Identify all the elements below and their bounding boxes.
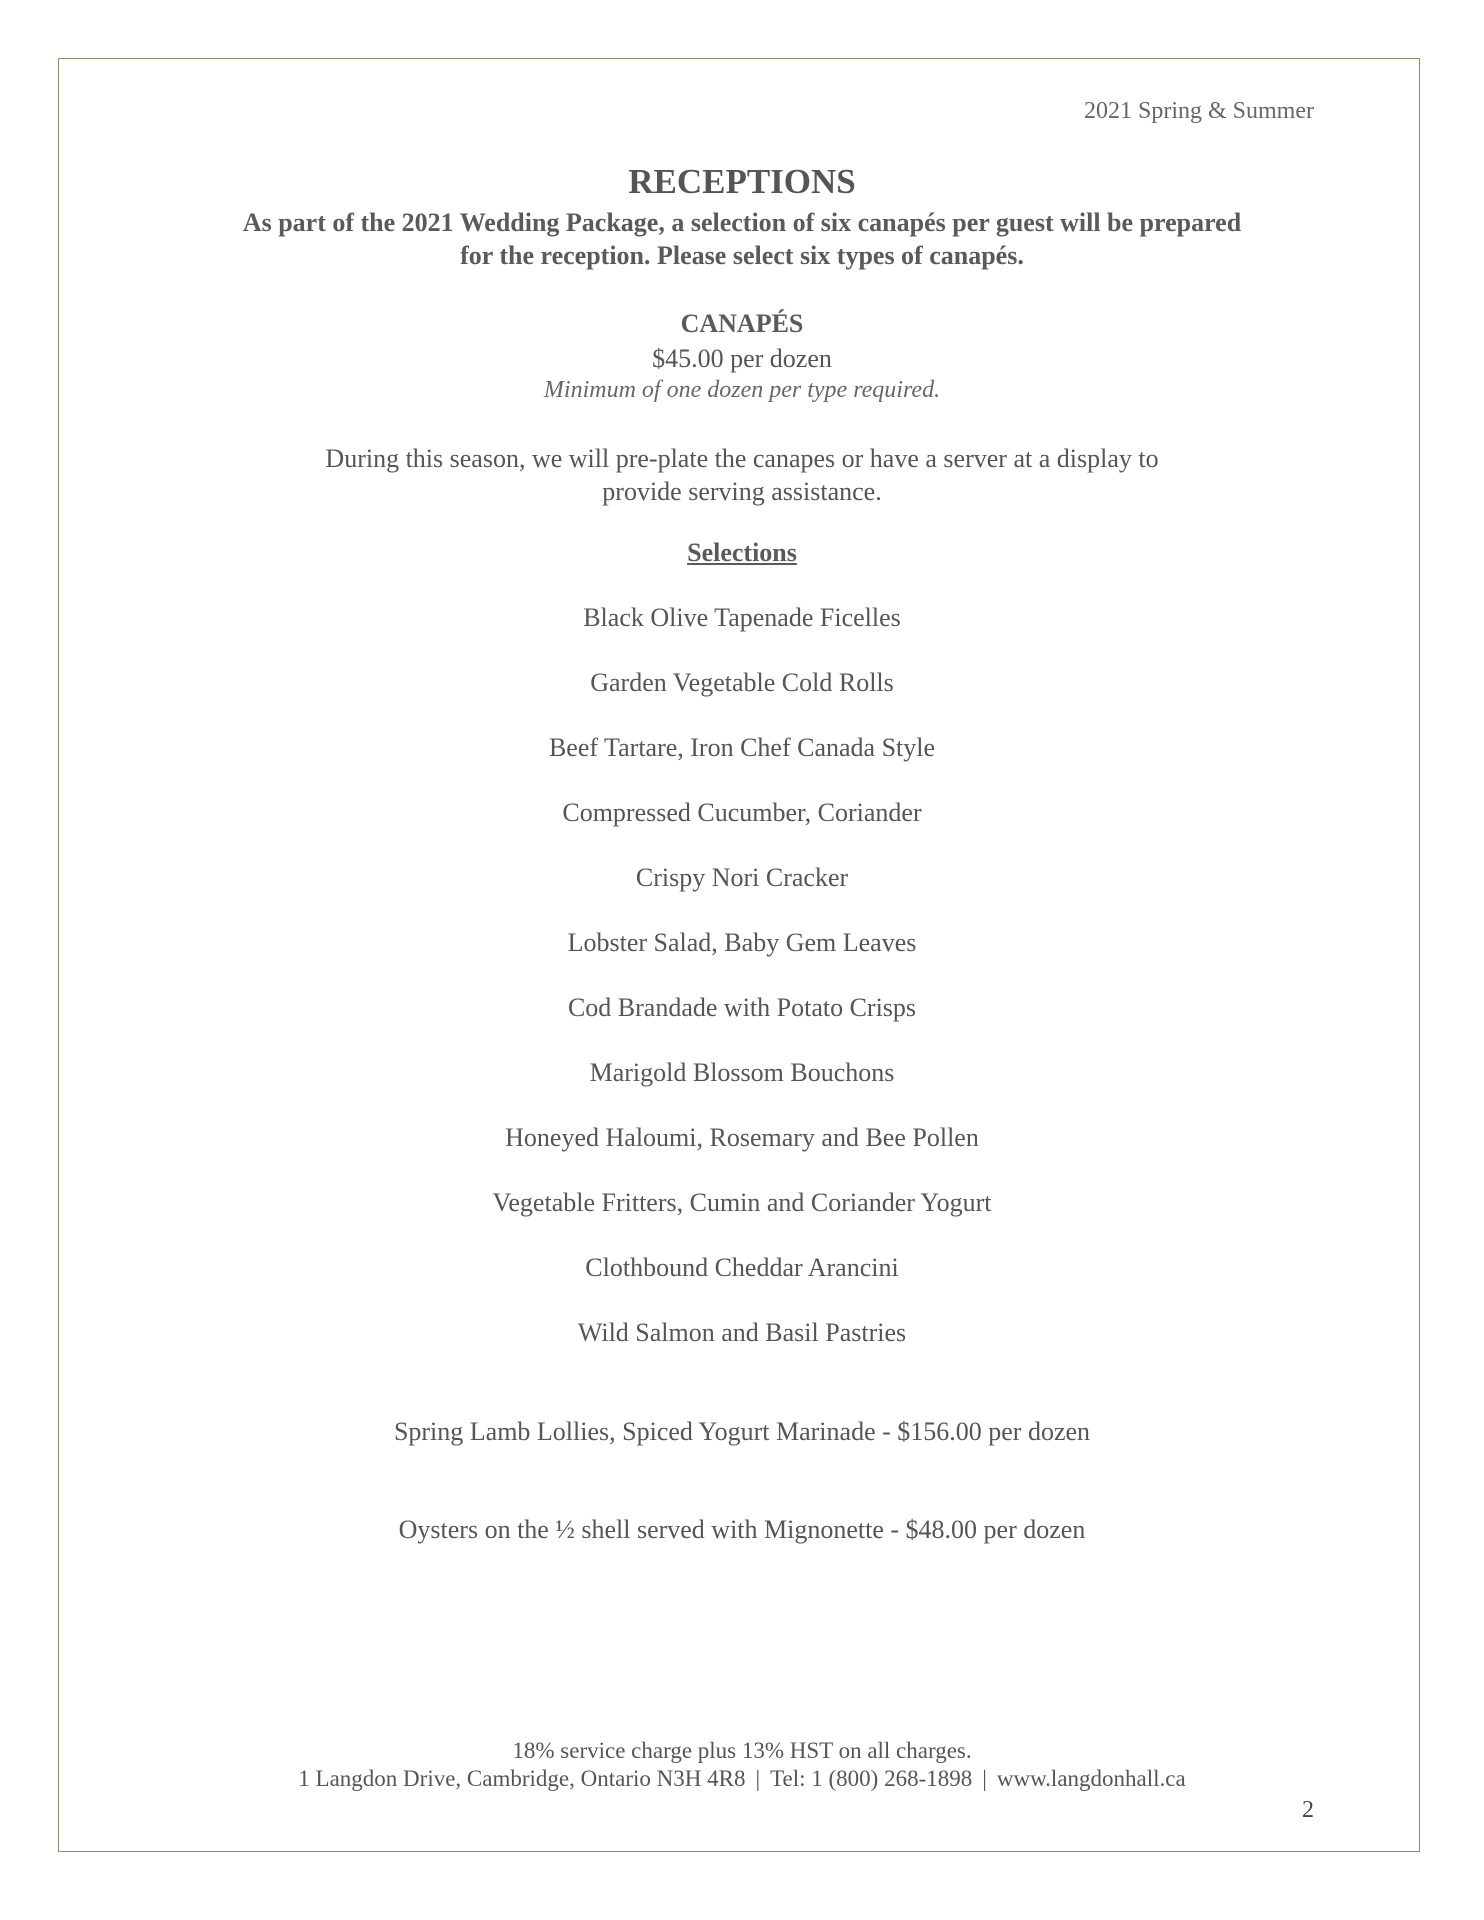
page-title: RECEPTIONS <box>628 162 856 201</box>
list-item: Crispy Nori Cracker <box>635 863 849 892</box>
list-item: Cod Brandade with Potato Crisps <box>567 993 917 1022</box>
list-item: Lobster Salad, Baby Gem Leaves <box>567 928 917 957</box>
page-number: 2 <box>1302 1797 1314 1823</box>
serving-note-line-2: provide serving assistance. <box>602 477 882 506</box>
list-item: Vegetable Fritters, Cumin and Coriander Yogurt <box>492 1188 992 1217</box>
list-item: Wild Salmon and Basil Pastries <box>577 1318 907 1347</box>
list-item: Honeyed Haloumi, Rosemary and Bee Pollen <box>505 1123 979 1152</box>
list-item: Black Olive Tapenade Ficelles <box>583 603 901 632</box>
list-item: Garden Vegetable Cold Rolls <box>590 668 894 697</box>
list-item: Beef Tartare, Iron Chef Canada Style <box>548 733 936 762</box>
intro-line-2: for the reception. Please select six types of canapés. <box>460 241 1024 270</box>
selections-heading: Selections <box>687 538 797 567</box>
list-item: Clothbound Cheddar Arancini <box>585 1253 899 1282</box>
footer-separator: | <box>982 1766 987 1791</box>
list-item: Compressed Cucumber, Coriander <box>562 798 922 827</box>
footer-website: www.langdonhall.ca <box>996 1766 1186 1791</box>
footer-separator: | <box>755 1766 761 1791</box>
footer-phone: Tel: 1 (800) 268-1898 <box>770 1766 973 1791</box>
serving-note-line-1: During this season, we will pre-plate the canapes or have a server at a display to <box>325 444 1159 473</box>
package-intro <box>0 206 1484 272</box>
season-label: 2021 Spring & Summer <box>1083 98 1314 124</box>
canapes-heading: CANAPÉS <box>680 309 804 338</box>
canapes-price: $45.00 per dozen <box>652 344 832 373</box>
intro-line-1: As part of the 2021 Wedding Package, a selection of six canapés per guest will be prepared <box>242 208 1242 237</box>
list-item: Marigold Blossom Bouchons <box>589 1058 895 1087</box>
minimum-requirement-note: Minimum of one dozen per type required. <box>543 377 941 403</box>
service-charge-note: 18% service charge plus 13% HST on all charges. <box>512 1738 972 1763</box>
extra-item-lamb: Spring Lamb Lollies, Spiced Yogurt Marinade - $156.00 per dozen <box>393 1417 1091 1446</box>
extra-item-oysters: Oysters on the ½ shell served with Mignonette - $48.00 per dozen <box>398 1515 1086 1544</box>
footer-contact <box>0 1766 1484 1792</box>
selections-list <box>0 603 1484 1383</box>
serving-note <box>0 442 1484 508</box>
footer-address: 1 Langdon Drive, Cambridge, Ontario N3H 4R8 <box>298 1766 746 1791</box>
